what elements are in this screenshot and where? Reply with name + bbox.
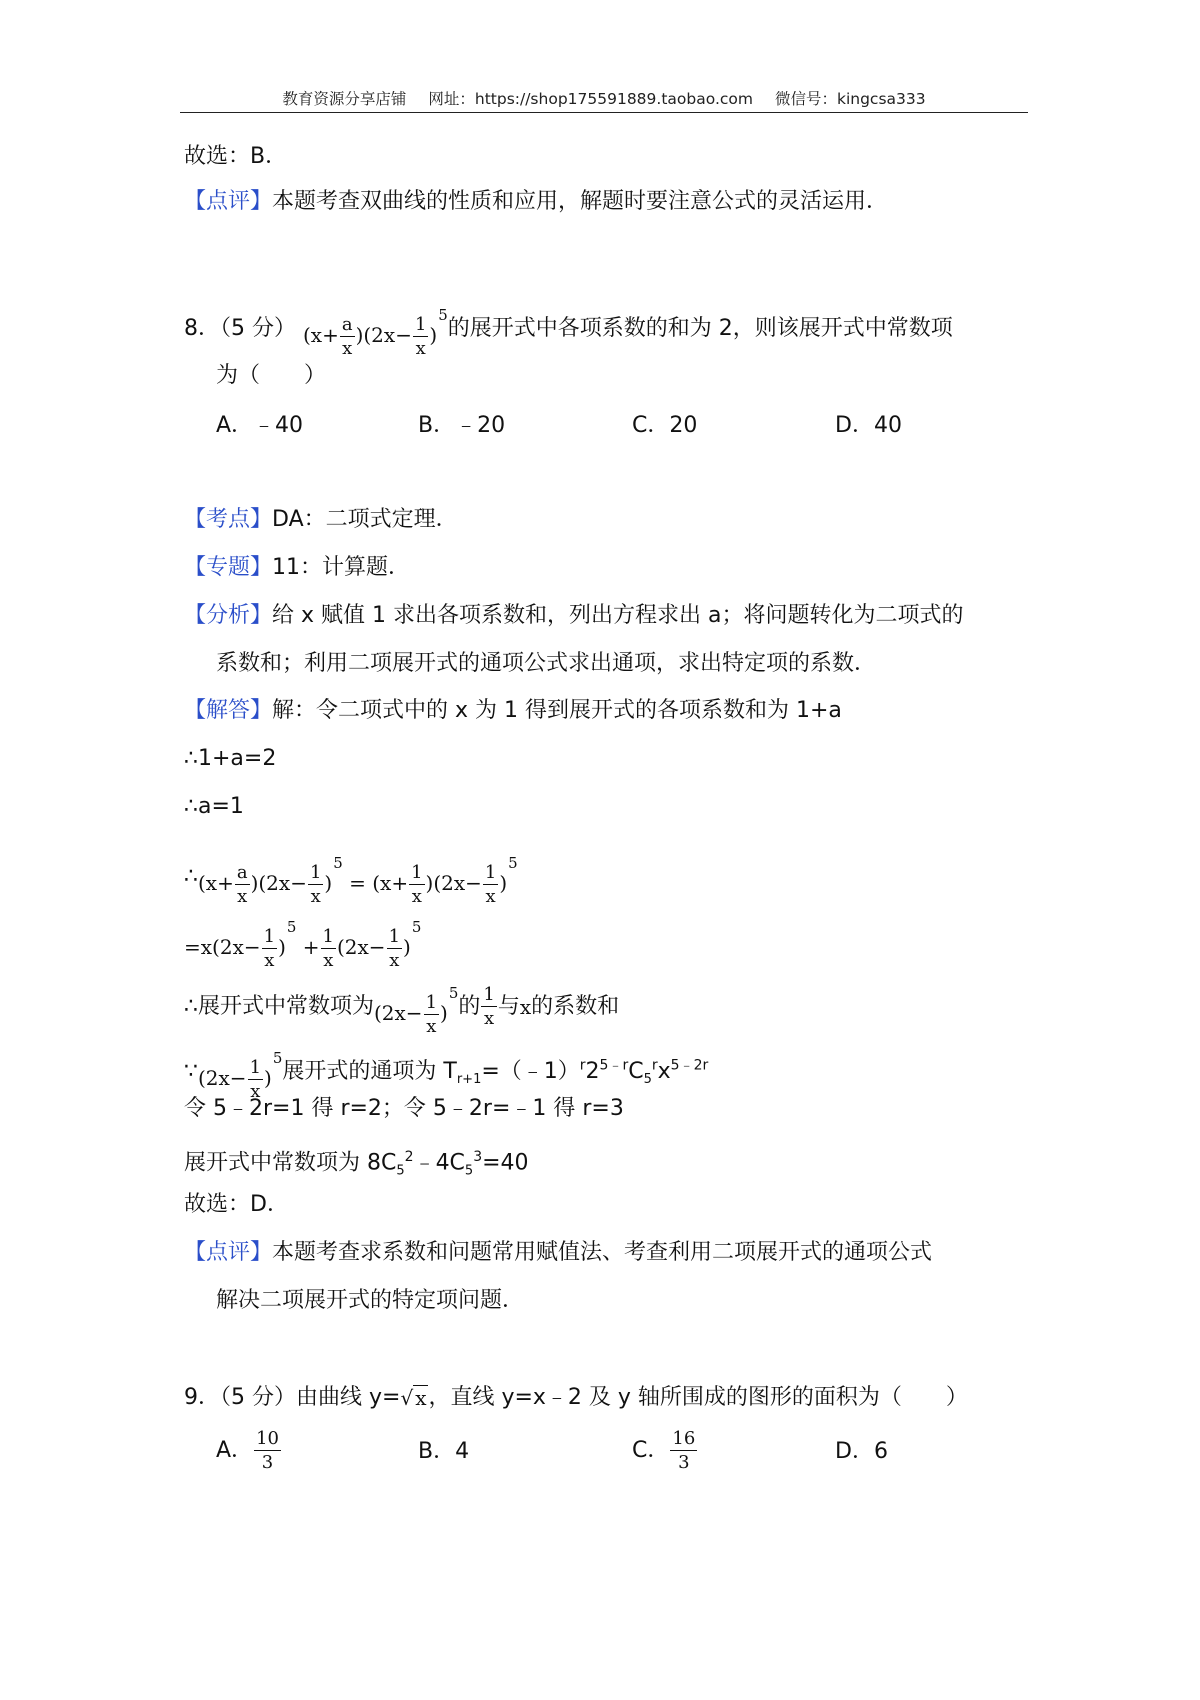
q8-option-a: A．﹣40	[216, 413, 304, 438]
q8-step5-text-c: 与	[497, 993, 520, 1019]
header-shop: 教育资源分享店铺	[282, 90, 407, 108]
q9-option-c-num: 16	[672, 1428, 696, 1449]
q8-jieda	[184, 696, 842, 726]
q8-step2: ∴a=1	[184, 794, 244, 819]
q9-option-c-label: C．	[632, 1438, 670, 1463]
q8-stem	[184, 300, 953, 358]
q7-comment	[184, 187, 888, 217]
q9-stem	[184, 1383, 968, 1413]
q9-option-a-den: 3	[261, 1452, 274, 1473]
q9-option-a-num: 10	[256, 1428, 279, 1449]
q8-step8: 展开式中常数项为 $8C_5^2﹣4C_5^3=40$	[184, 1149, 529, 1179]
q8-fenxi-text-1: 给 x 赋值 1 求出各项系数和，列出方程求出 a；将问题转化为二项式的	[272, 603, 964, 628]
q8-step5-text-d: 的系数和	[531, 993, 620, 1019]
q8-step8-text-a: 展开式中常数项为 8C	[184, 1150, 397, 1176]
q8-step6-text-a: ∵	[184, 1058, 198, 1084]
q8-fenxi-text-2: 系数和；利用二项展开式的通项公式求出通项，求出特定项的系数．	[216, 651, 877, 676]
q8-comment	[184, 1238, 932, 1268]
q9-stem-text: ，直线 y=x﹣2 及 y 轴所围成的图形的面积为（ ）	[428, 1385, 968, 1410]
q8-jieda-tag: 【解答】	[184, 698, 273, 723]
q9-option-a-label: A．	[216, 1438, 254, 1463]
q8-step8-text-b: ﹣4C	[413, 1150, 465, 1176]
q9-option-c	[632, 1430, 698, 1472]
q8-kaodian	[184, 505, 458, 535]
q8-zhuanti	[184, 553, 410, 583]
q9-option-d: D．6	[835, 1439, 888, 1464]
q8-stem-text: 的展开式中各项系数的和为 2，则该展开式中常数项	[447, 315, 953, 341]
q8-comment-tag: 【点评】	[184, 1240, 273, 1265]
q8-fenxi-tag: 【分析】	[184, 603, 273, 628]
q7-comment-text: 本题考查双曲线的性质和应用，解题时要注意公式的灵活运用．	[272, 189, 889, 214]
q8-comment-text-2: 解决二项展开式的特定项问题．	[216, 1288, 525, 1313]
page-header	[180, 87, 1028, 109]
q8-number: 8．（5 分）	[184, 315, 296, 341]
q8-stem-line2: 为（ ）	[216, 363, 327, 388]
q7-answer: 故选：B．	[184, 144, 288, 169]
q8-step5: ∴展开式中常数项为(2x− $\frac{1}{x}$ )$^5$的 $\frac{1}{x}$ 与x的系数和	[184, 983, 620, 1037]
q8-step6-text-b: 展开式的通项为 T	[282, 1058, 457, 1084]
q9-option-a	[216, 1430, 282, 1472]
q7-comment-tag: 【点评】	[184, 189, 273, 214]
q9-number: 9．（5 分）由曲线 y=	[184, 1385, 401, 1410]
q8-step5-text-b: 的	[458, 993, 481, 1019]
q8-step1: ∴1+a=2	[184, 746, 277, 771]
q8-step6: ∵(2x− $\frac{1}{x}$ )$^5$展开式的通项为 $T_{r+1}=(﹣1)^r2^{5﹣r}C_5^rx^{5﹣2r}$	[184, 1049, 709, 1102]
q8-option-d: D．40	[835, 413, 902, 438]
sqrt-icon: √ x	[400, 1386, 427, 1410]
q8-comment-text-1: 本题考查求系数和问题常用赋值法、考查利用二项展开式的通项公式	[272, 1240, 933, 1265]
q8-step5-text-a: ∴展开式中常数项为	[184, 993, 374, 1019]
q8-answer: 故选：D．	[184, 1192, 289, 1217]
q8-step6-text-c: =（﹣1）	[481, 1058, 580, 1084]
q8-zhuanti-text: 11：计算题．	[272, 555, 411, 580]
q9-option-b: B．4	[418, 1439, 470, 1464]
q8-step8-text-c: =40	[482, 1150, 529, 1176]
q8-step3: ∴(x+ $\frac{a}{x}$ )(2x− $\frac{1}{x}$ )$^5$ = (x+ $\frac{1}{x}$ )(2x− $\frac{1}{x}$ )$^5$	[184, 854, 518, 907]
q8-step4: =x(2x− $\frac{1}{x}$ )$^5$ + $\frac{1}{x}$ (2x− $\frac{1}{x}$ )$^5$	[184, 918, 422, 971]
q8-option-b: B．﹣20	[418, 413, 506, 438]
q8-step7: 令 5﹣2r=1 得 r=2；令 5﹣2r=﹣1 得 r=3	[184, 1096, 624, 1121]
q8-expression: (x+ $\frac{a}{x}$ )(2x− $\frac{1}{x}$ )$^5$	[303, 306, 448, 359]
q8-zhuanti-tag: 【专题】	[184, 555, 273, 580]
header-url: 网址：https://shop175591889.taobao.com	[428, 90, 753, 108]
q9-option-c-den: 3	[678, 1452, 690, 1473]
q8-fenxi	[184, 601, 963, 631]
q8-kaodian-text: DA：二项式定理．	[272, 507, 458, 532]
q8-kaodian-tag: 【考点】	[184, 507, 273, 532]
q8-jieda-text: 解：令二项式中的 x 为 1 得到展开式的各项系数和为 1+a	[272, 698, 842, 723]
header-wechat: 微信号：kingcsa333	[774, 90, 926, 108]
q8-option-c: C．20	[632, 413, 698, 438]
header-rule	[180, 112, 1028, 113]
